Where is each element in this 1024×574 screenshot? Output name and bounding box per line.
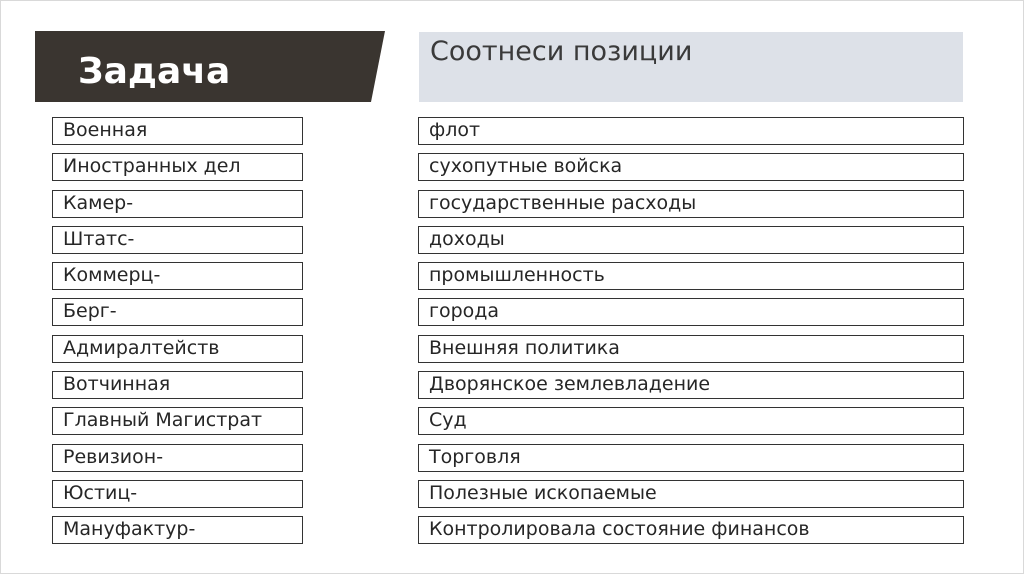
left-item: Ревизион- [52,444,303,472]
right-item: Контролировала состояние финансов [418,516,964,544]
right-item: промышленность [418,262,964,290]
right-item: Полезные ископаемые [418,480,964,508]
right-item: города [418,298,964,326]
slide-subtitle: Соотнеси позиции [430,36,693,67]
right-item: сухопутные войска [418,153,964,181]
left-item: Военная [52,117,303,145]
right-item: Суд [418,407,964,435]
left-item: Берг- [52,298,303,326]
right-item: флот [418,117,964,145]
left-item: Адмиралтейств [52,335,303,363]
right-item: доходы [418,226,964,254]
left-item: Вотчинная [52,371,303,399]
left-item: Камер- [52,190,303,218]
slide-title: Задача [78,51,231,92]
left-item: Коммерц- [52,262,303,290]
left-item: Штатс- [52,226,303,254]
left-item: Иностранных дел [52,153,303,181]
left-column [52,117,303,553]
right-item: Торговля [418,444,964,472]
left-item: Юстиц- [52,480,303,508]
left-item: Главный Магистрат [52,407,303,435]
right-item: Дворянское землевладение [418,371,964,399]
right-item: Внешняя политика [418,335,964,363]
left-item: Мануфактур- [52,516,303,544]
right-item: государственные расходы [418,190,964,218]
right-column [418,117,964,553]
